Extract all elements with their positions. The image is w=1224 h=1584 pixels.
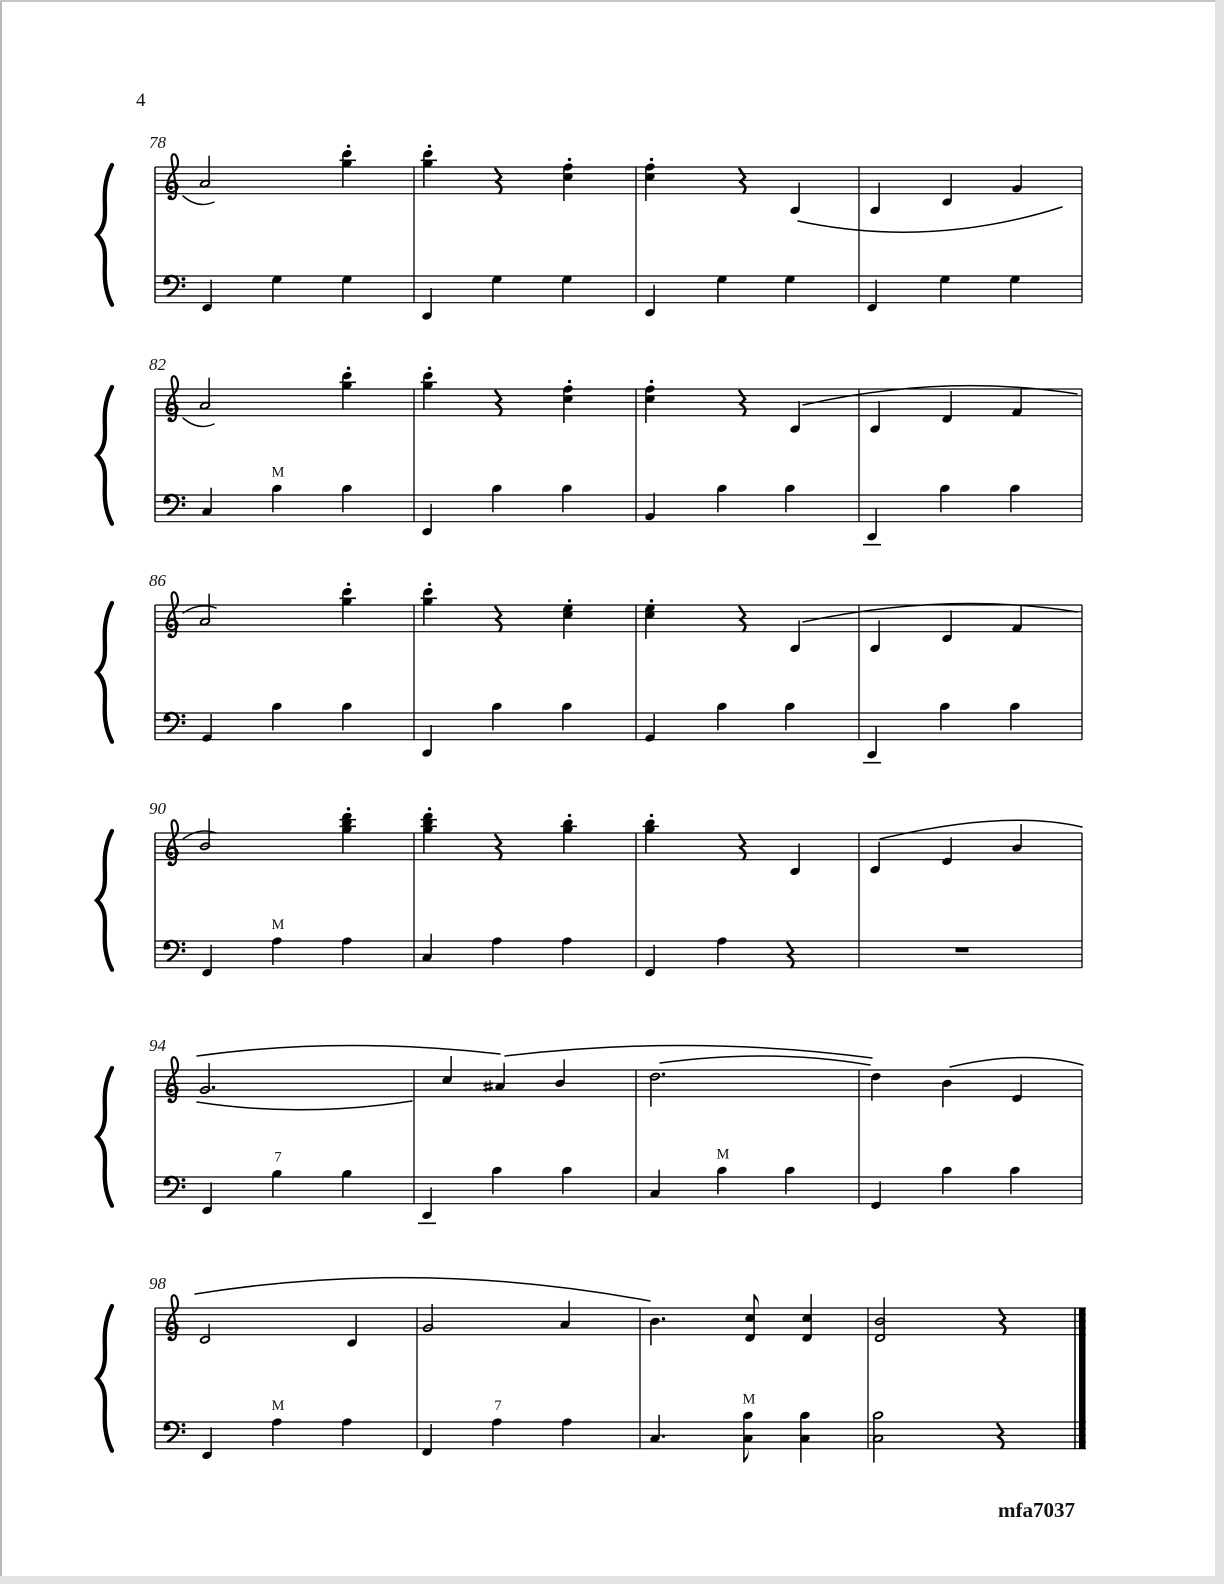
svg-text:90: 90 xyxy=(149,799,166,818)
svg-text:94: 94 xyxy=(149,1036,166,1055)
svg-text:82: 82 xyxy=(149,355,166,374)
svg-text:M: M xyxy=(271,1398,285,1414)
svg-text:M: M xyxy=(271,917,285,933)
page-edge-bottom xyxy=(0,1576,1224,1584)
svg-text:7: 7 xyxy=(494,1398,502,1414)
svg-text:78: 78 xyxy=(149,133,166,152)
svg-text:M: M xyxy=(271,464,285,481)
page-edge-top xyxy=(0,0,1224,2)
svg-text:98: 98 xyxy=(149,1274,166,1293)
page-edge-left xyxy=(0,0,2,1584)
page-edge-right xyxy=(1215,0,1224,1584)
svg-text:86: 86 xyxy=(149,571,166,590)
svg-text:M: M xyxy=(716,1146,730,1163)
catalog-code: mfa7037 xyxy=(998,1498,1075,1522)
svg-text:7: 7 xyxy=(274,1149,282,1166)
svg-text:M: M xyxy=(742,1391,756,1408)
page-number: 4 xyxy=(136,90,146,111)
